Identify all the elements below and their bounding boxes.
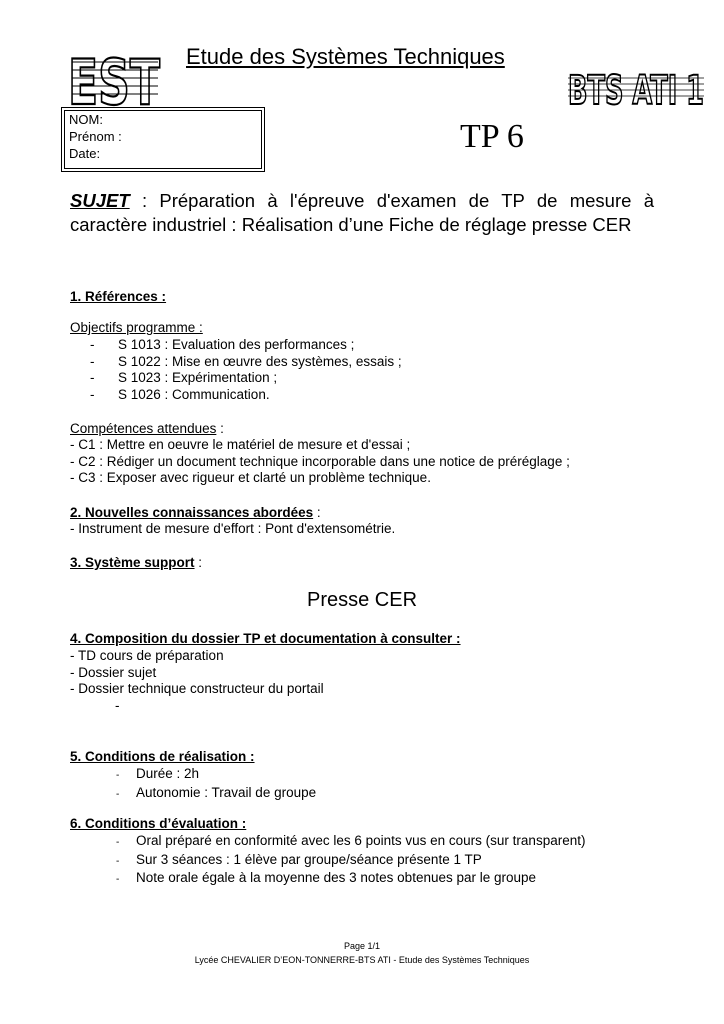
- list-item: - Autonomie : Travail de groupe: [116, 784, 317, 800]
- section-3-heading-line: 3. Système support :: [70, 555, 203, 570]
- list-item: - TD cours de préparation: [70, 648, 224, 663]
- svg-text:EST: EST: [68, 48, 160, 110]
- date-field[interactable]: Date:: [69, 146, 101, 161]
- nom-field[interactable]: NOM:: [69, 112, 103, 127]
- bts-ati-logo-art: [566, 62, 706, 110]
- section-6-list: [70, 833, 585, 889]
- objectives-list: [74, 337, 402, 403]
- page-number: Page 1/1: [343, 941, 381, 951]
- section-4-heading: 4. Composition du dossier TP et documentation à consulter :: [70, 631, 461, 646]
- section-5-heading: 5. Conditions de réalisation :: [70, 749, 255, 764]
- list-item: - C1 : Mettre en oeuvre le matériel de mesure et d'essai ;: [70, 437, 411, 452]
- list-item: - Dossier sujet: [70, 664, 157, 680]
- list-item: - S 1022 : Mise en œuvre des systèmes, essais ;: [90, 353, 402, 369]
- est-logo-art: [66, 48, 162, 110]
- system-name: Presse CER: [306, 589, 418, 611]
- student-info-box: [64, 110, 262, 169]
- section-5-list: [70, 766, 316, 803]
- competences-label: Compétences attendues: [70, 421, 217, 436]
- est-logo: [66, 48, 162, 115]
- list-item: - Sur 3 séances : 1 élève par groupe/séance présente 1 TP: [116, 851, 482, 867]
- empty-list-dash: -: [115, 698, 120, 713]
- subject-paragraph: [70, 189, 654, 236]
- subject-text: : Préparation à l'épreuve d'examen de TP de mesure à caractère industriel : Réalisation d’une Fiche de réglage presse CER: [70, 190, 654, 235]
- section-2-item: - Instrument de mesure d'effort : Pont d'extensométrie.: [70, 521, 396, 536]
- list-item: - S 1026 : Communication.: [90, 386, 270, 402]
- list-item: - Oral préparé en conformité avec les 6 points vus en cours (sur transparent): [116, 833, 586, 848]
- bts-ati-logo: [566, 62, 706, 115]
- list-item: - Dossier technique constructeur du portail: [70, 681, 324, 696]
- section-4-list: [70, 648, 324, 698]
- tp-number: TP 6: [460, 118, 524, 155]
- list-item: - Durée : 2h: [116, 766, 200, 781]
- competences-list: [70, 437, 570, 487]
- footer-school: Lycée CHEVALIER D’EON-TONNERRE-BTS ATI - Etude des Systèmes Techniques: [194, 955, 530, 965]
- subject-keyword: SUJET: [70, 190, 130, 211]
- section-1-heading: 1. Références :: [70, 289, 167, 304]
- section-2-heading: 2. Nouvelles connaissances abordées: [70, 505, 314, 520]
- list-item: - C3 : Exposer avec rigueur et clarté un problème technique.: [70, 470, 431, 485]
- list-item: - S 1023 : Expérimentation ;: [90, 370, 278, 385]
- list-item: - C2 : Rédiger un document technique incorporable dans une notice de préréglage ;: [70, 453, 570, 469]
- section-2-heading-line: 2. Nouvelles connaissances abordées :: [70, 505, 321, 520]
- prenom-field[interactable]: Prénom :: [69, 129, 122, 144]
- list-item: - S 1013 : Evaluation des performances ;: [90, 337, 355, 352]
- section-3-heading: 3. Système support: [70, 555, 195, 570]
- list-item: - Note orale égale à la moyenne des 3 notes obtenues par le groupe: [116, 870, 537, 885]
- objectives-label: Objectifs programme :: [70, 320, 203, 335]
- page-title: Etude des Systèmes Techniques: [186, 44, 505, 69]
- section-6-heading: 6. Conditions d’évaluation :: [70, 816, 247, 831]
- competences-label-line: Compétences attendues :: [70, 421, 224, 436]
- svg-text:BTS ATI 1: BTS ATI 1: [568, 68, 704, 110]
